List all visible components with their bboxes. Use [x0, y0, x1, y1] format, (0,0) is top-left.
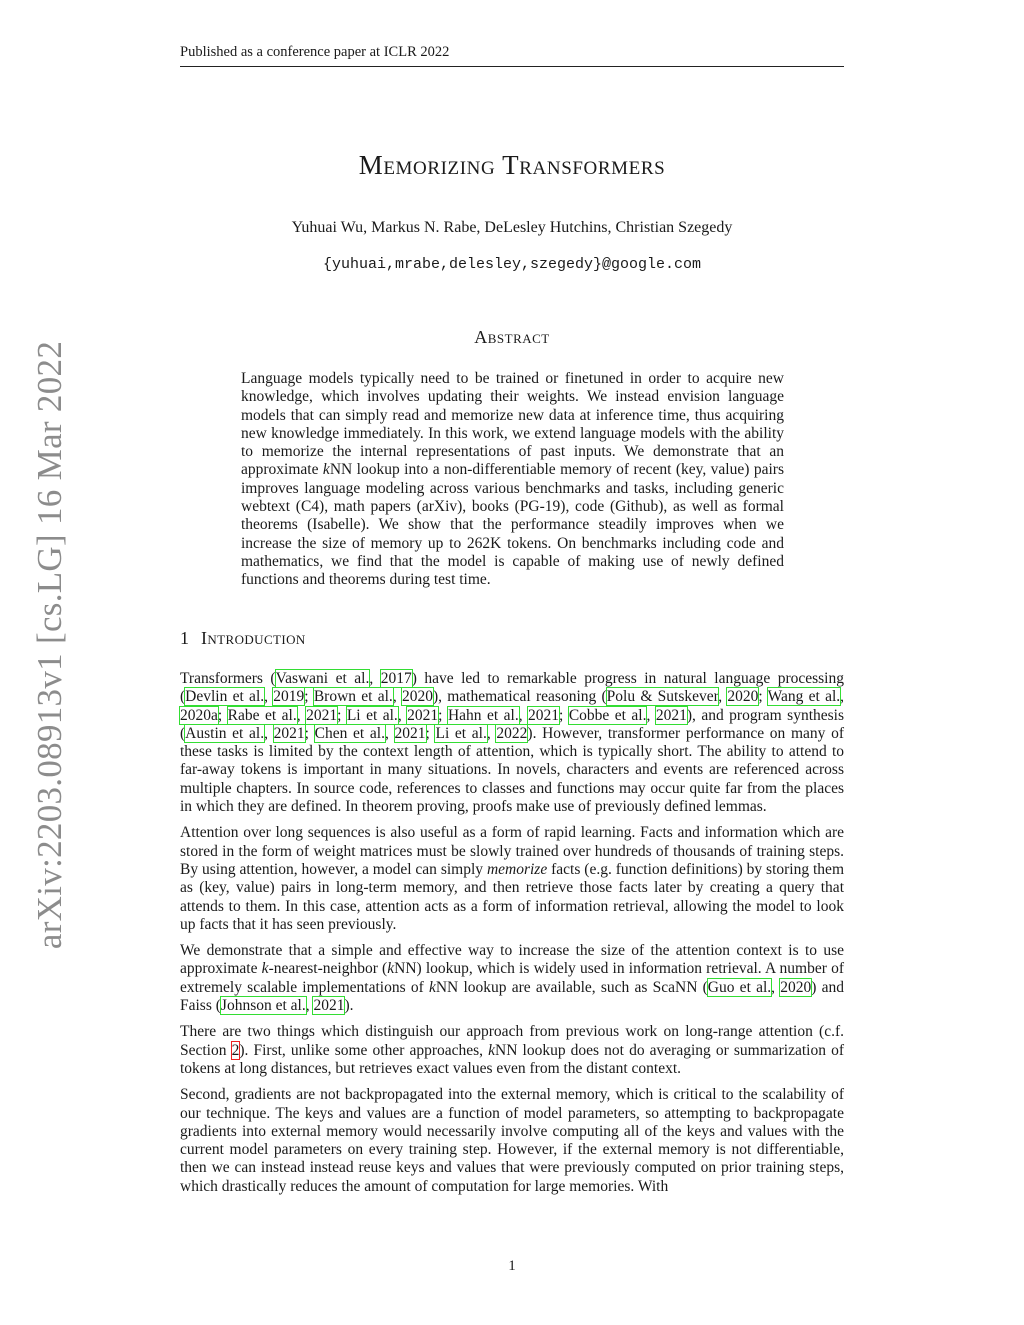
citation-link[interactable]: Polu & Sutskever — [606, 688, 719, 706]
math-k: k — [387, 960, 395, 978]
section-heading-introduction — [180, 628, 306, 649]
citation-year-link[interactable]: 2020 — [727, 688, 759, 706]
abstract-heading: Abstract — [474, 327, 550, 347]
emphasis-memorize: memorize — [486, 860, 548, 878]
citation-link[interactable]: Rabe et al. — [227, 706, 297, 724]
intro-paragraph-1: Transformers (Vaswani et al., 2017) have led to remarkable progress in natural language processing (Devlin et al., 2019; Brown et al., 2020), mathematical reasoning (Polu & Sutskever, 2020; Wang et al., 2020a; Rabe et al., 2021; Li et al., 2021; Hahn et al., 2021; Cobbe et al., 2021), and program synthesis (Austin et al., 2021; Chen et al., 2021; Li et al., 2022). However, transformer performance on many of these tasks is limited by the context length of attention, which is typically short. The ability to attend to far-away tokens is important in many situations. In novels, characters and events are referenced across multiple chapters. In source code, references to classes and functions may occur quite far from the places in which they are defined. In theorem proving, proofs make use of previously defined lemmas. — [180, 670, 845, 816]
citation-year-link[interactable]: 2021 — [306, 706, 338, 724]
citation-link[interactable]: Li et al. — [435, 724, 487, 742]
citation-link[interactable]: Vaswani et al. — [275, 670, 370, 687]
intro-paragraph-4: There are two things which distinguish our approach from previous work on long-range attention (c.f. Section 2). First, unlike some other approaches, kNN lookup does not do averaging or summarization of tokens at long distances, but retrieves exact values even from the distant context. — [180, 1023, 844, 1077]
citation-link[interactable]: Johnson et al. — [220, 997, 306, 1015]
citation-link[interactable]: Hahn et al. — [447, 706, 519, 724]
citation-link[interactable]: Guo et al. — [707, 978, 772, 996]
page-number: 1 — [508, 1258, 516, 1274]
citation-year-link[interactable]: 2017 — [380, 670, 412, 687]
section-title: Introduction — [201, 628, 306, 648]
math-k: k — [261, 960, 269, 978]
author-emails: {yuhuai,mrabe,delesley,szegedy}@google.com — [322, 256, 702, 273]
citation-link[interactable]: Wang et al. — [767, 688, 841, 706]
citation-link[interactable]: Brown et al. — [313, 688, 393, 706]
author-list: Yuhuai Wu, Markus N. Rabe, DeLesley Hutchins, Christian Szegedy — [291, 219, 733, 236]
citation-year-link[interactable]: 2020 — [401, 688, 433, 706]
citation-year-link[interactable]: 2020a — [180, 706, 218, 724]
citation-year-link[interactable]: 2021 — [273, 724, 305, 742]
intro-paragraph-5: Second, gradients are not backpropagated into the external memory, which is critical to the scalability of our technique. The keys and values are a function of model parameters, so attempting to backpropagate gradients into external memory would necessarily involve computing all of the keys and values with the current model parameters on every training step. However, if the external memory is not differentiable, then we can instead instead reuse keys and values that were previously computed on prior training steps, which drastically reduces the amount of computation for large memories. With — [180, 1086, 844, 1195]
citation-link[interactable]: Li et al. — [346, 706, 398, 724]
citation-year-link[interactable]: 2021 — [407, 706, 439, 724]
citation-link[interactable]: Chen et al. — [314, 724, 385, 742]
citation-year-link[interactable]: 2021 — [528, 706, 560, 724]
math-k: k — [322, 461, 330, 479]
citation-year-link[interactable]: 2021 — [394, 724, 426, 742]
citation-year-link[interactable]: 2021 — [655, 706, 687, 724]
paper-title: Memorizing Transformers — [358, 150, 666, 180]
intro-paragraph-2: Attention over long sequences is also useful as a form of rapid learning. Facts and information which are stored in the form of weight matrices must be slowly trained over hundreds of thousands of training steps. By using attention, however, a model can simply memorize facts (e.g. function definitions) by storing them as (key, value) pairs in long-term memory, and then retrieve those facts later by creating a query that attends to them. In this case, attention acts as a form of information retrieval, allowing the model to look up facts that it has seen previously. — [180, 824, 844, 933]
arxiv-identifier: arXiv:2203.08913v1 [cs.LG] 16 Mar 2022 — [30, 340, 69, 950]
section-number: 1 — [180, 628, 189, 648]
citation-year-link[interactable]: 2020 — [780, 978, 812, 996]
citation-link[interactable]: Cobbe et al. — [568, 706, 647, 724]
introduction-body — [180, 670, 844, 1204]
intro-paragraph-3: We demonstrate that a simple and effective way to increase the size of the attention context is to use approximate k-nearest-neighbor (kNN) lookup, which is widely used in information retrieval. A number of extremely scalable implementations of kNN lookup are available, such as ScaNN (Guo et al., 2020) and Faiss (Johnson et al., 2021). — [180, 942, 845, 1015]
citation-link[interactable]: Austin et al. — [185, 724, 265, 742]
citation-year-link[interactable]: 2022 — [496, 724, 528, 742]
citation-year-link[interactable]: 2021 — [313, 997, 345, 1015]
citation-year-link[interactable]: 2019 — [273, 688, 305, 706]
citation-link[interactable]: Devlin et al. — [185, 688, 265, 706]
running-header: Published as a conference paper at ICLR 2022 — [180, 44, 844, 67]
math-k: k — [428, 978, 436, 996]
abstract-text: Language models typically need to be trained or finetuned in order to acquire new knowledge, which involves updating their weights. We instead envision language models that can simply read and memorize new data at inference time, thus acquiring new knowledge immediately. In this work, we extend language models with the ability to memorize the internal representations of past inputs. We demonstrate that an approximate kNN lookup into a non-differentiable memory of recent (key, value) pairs improves language modeling across various benchmarks and tasks, including generic webtext (C4), math papers (arXiv), books (PG-19), code (Github), as well as formal theorems (Isabelle). We show that the performance steadily improves when we increase the size of memory up to 262K tokens. On benchmarks including code and mathematics, we find that the model is capable of making use of newly defined functions and theorems during test time. — [241, 370, 784, 589]
math-k: k — [488, 1041, 496, 1059]
section-reference-link[interactable]: 2 — [231, 1041, 240, 1059]
